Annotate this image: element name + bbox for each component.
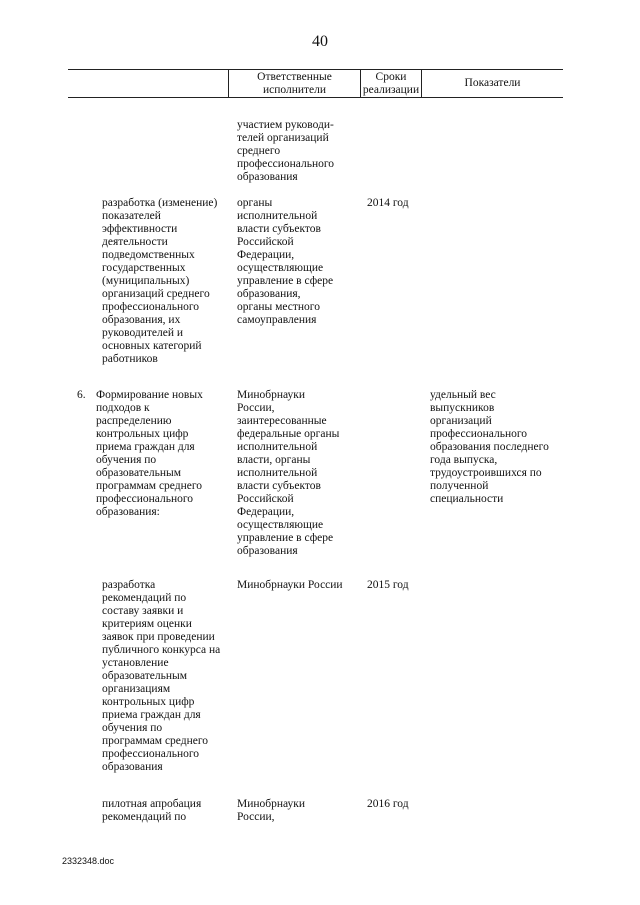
row-2-indicators: удельный вес выпускников организаций профессионального образования последнего года выпуска, трудоустроившихся по полученной специальности — [430, 389, 549, 505]
row-1-responsible: органы исполнительной власти субъектов Российской Федерации, осуществляющие управление в сфере образования, органы местного самоуправления — [237, 197, 334, 326]
row-4-responsible: Минобрнауки России, — [237, 798, 306, 823]
row-3-activity: разработка рекомендаций по составу заявки и критериям оценки заявок при проведении публичного конкурса на установление образовательным организациям контрольных цифр приема граждан для обучения по программам среднего профессионального образования — [102, 579, 221, 773]
row-4-activity: пилотная апробация рекомендаций по — [102, 798, 202, 823]
row-2-responsible: Минобрнауки России, заинтересованные федеральные органы исполнительной власти, органы исполнительной власти субъектов Российской Федерации, осуществляющие управление в сфере образования — [237, 389, 340, 557]
header-deadline: Сроки реализации — [362, 71, 420, 96]
row-2-number: 6. — [77, 389, 86, 401]
header-bottom-rule — [68, 97, 563, 98]
row-3-deadline: 2015 год — [367, 579, 409, 591]
header-top-rule — [68, 69, 563, 70]
header-indicators: Показатели — [464, 77, 521, 89]
document-filename: 2332348.doc — [62, 856, 115, 866]
header-responsible: Ответственные исполнители — [257, 71, 332, 96]
page-number: 40 — [312, 33, 328, 50]
row-3-responsible: Минобрнауки России — [237, 579, 343, 591]
row-0-responsible: участием руководи- телей организаций среднего профессионального образования — [237, 119, 335, 183]
row-1-deadline: 2014 год — [367, 197, 409, 209]
row-4-deadline: 2016 год — [367, 798, 409, 810]
row-2-activity: Формирование новых подходов к распределению контрольных цифр приема граждан для обучения по образовательным программам среднего профессионального образования: — [96, 389, 203, 518]
row-1-activity: разработка (изменение) показателей эффективности деятельности подведомственных государственных (муниципальных) организаций среднего профессионального образования, их руководителей и основных категорий работников — [102, 197, 218, 365]
